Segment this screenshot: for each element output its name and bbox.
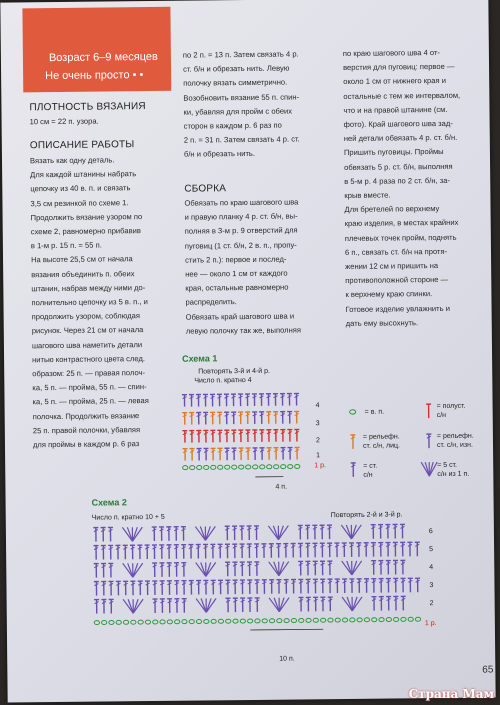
description-line: схеме 2, равномерно прибавив [30, 226, 141, 237]
scheme1-diagram [180, 391, 311, 482]
legend-relief-back-text: = рельефн. ст. с/н, изн. [436, 432, 474, 450]
scheme2-title: Схема 2 [91, 497, 127, 508]
column2-line: сторон в каждом р. 6 раз по [183, 120, 282, 131]
scheme1-chain [295, 464, 300, 468]
column3-line: противоположной стороне — [345, 275, 449, 286]
scheme1-chain [288, 465, 293, 469]
column2-line: 2 п. = 31 п. Затем связать 4 р. ст. [183, 134, 300, 145]
column3-line: жении 12 см и пришить на [345, 261, 439, 272]
scheme2-cluster [341, 525, 351, 539]
scheme2-chain [116, 620, 121, 624]
scheme1-width-label: 4 п. [275, 483, 288, 491]
scheme2-row-5: 5 [429, 546, 434, 554]
column2-line: по 2 п. = 13 п. Затем связать 4 р. [182, 49, 299, 60]
description-line: Продолжить вязание узором по [30, 211, 143, 223]
column2-text [183, 47, 300, 162]
column3-line: Для бретелей по верхнему [344, 204, 440, 215]
scheme2-chain [94, 621, 99, 625]
scheme2-cluster [352, 597, 362, 611]
scheme2-cluster [279, 562, 289, 576]
scheme2-chain [109, 620, 114, 624]
scheme2-diagram [92, 520, 423, 643]
scheme2-chain [145, 620, 150, 624]
scheme2-chain [167, 620, 172, 624]
scheme2-chain [182, 620, 187, 624]
assembly-line: распределить. [185, 297, 237, 308]
scheme2-chain [102, 620, 107, 624]
column3-line: по краю шагового шва 4 от- [342, 47, 440, 58]
scheme2-chain [299, 618, 304, 622]
column3-line: 6 п., связать ст. б/н на протя- [344, 246, 448, 257]
scheme1-repeat-label: Повторять 3-й и 4-й р. [198, 367, 271, 376]
scheme1-chain [260, 465, 265, 469]
scheme2-chain [131, 620, 136, 624]
assembly-line: Обвязать край шагового шва и [185, 311, 295, 322]
description-line: Вязать как одну деталь. [29, 155, 115, 166]
description-line: ка, 5 п. — пройма, 55 п. — спин- [32, 382, 147, 393]
header-banner [22, 7, 171, 93]
scheme1-chain [204, 465, 209, 469]
column3-line: верстия для пуговиц: первое — [343, 62, 455, 73]
description-line: полочка. Продолжить вязание [32, 410, 140, 421]
assembly-title: СБОРКА [184, 183, 227, 195]
density-text [30, 115, 99, 130]
scheme1-chain [253, 465, 258, 469]
scheme2-chain [240, 619, 245, 623]
scheme1-chain [211, 465, 216, 469]
scheme2-cluster [351, 525, 361, 539]
scheme1-multiple-label: Число п. кратно 4 [194, 376, 252, 385]
legend-cluster-text: = 5 ст. с/н из 1 п. [437, 461, 470, 479]
description-line: штанин, набрав между ними до- [31, 282, 146, 294]
column3-line: остальные с тем же интервалом, [343, 90, 461, 101]
assembly-line: полняя в 3-м р. 9 отверстий для [184, 225, 298, 237]
scheme2-width-bracket [250, 629, 323, 630]
legend-half-dc [437, 402, 466, 420]
column3-line: к верхнему краю спинки. [345, 289, 433, 300]
column3-line: фото). Край шагового шва зад- [343, 118, 453, 130]
scheme2-first-row: 1 р. [424, 620, 437, 628]
column3-line: около 1 см от нижнего края и [343, 76, 446, 87]
scheme2-chain [335, 618, 340, 622]
scheme2-chain [401, 617, 406, 621]
scheme2-cluster [342, 561, 352, 575]
scheme1-chain [190, 466, 195, 470]
scheme1-title: Схема 1 [182, 353, 218, 364]
scheme2-row-3: 3 [429, 582, 434, 590]
scheme2-chain [328, 618, 333, 622]
column3-line: краю изделия, в местах крайних [344, 218, 459, 229]
scheme2-cluster [352, 561, 362, 575]
description-title: ОПИСАНИЕ РАБОТЫ [29, 139, 135, 152]
legend-half-dc-text: = полуст. с/н [436, 402, 466, 420]
scheme2-row-2: 2 [429, 600, 434, 608]
legend-dc [363, 462, 377, 480]
legend-relief-back [437, 432, 474, 450]
scheme2-chain [277, 619, 282, 623]
column2-line: ст. б/н и обрезать нить. Левую [183, 63, 290, 74]
description-line: шагового шва наметить детали [31, 339, 143, 350]
watermark-logo: Страна Мам [408, 687, 494, 701]
assembly-line: пуговиц (1 ст. б/н, 2 в. п., пропу- [184, 240, 297, 251]
scheme2-cluster [132, 527, 142, 541]
description-line: ка, 5 п. — пройма, 25 п. — левая [32, 396, 149, 407]
assembly-line: стить 2 п.): первое и послед- [185, 254, 287, 265]
scheme2-chain [189, 620, 194, 624]
scheme2-chain [394, 617, 399, 621]
scheme2-chain [415, 617, 420, 621]
scheme1-chain [225, 465, 230, 469]
scheme2-cluster [133, 563, 143, 577]
scheme2-cluster [269, 598, 279, 612]
scheme2-cluster [268, 526, 278, 540]
scheme2-chain [284, 619, 289, 623]
legend-relief-front-text: = рельефн. ст. с/н, лиц. [362, 433, 401, 450]
column2-line: полочку вязать симметрично. [183, 77, 288, 89]
scheme1-chain [232, 465, 237, 469]
column3-line: плечевых точек пройм, поднять [344, 232, 457, 243]
scheme2-cluster [123, 599, 133, 613]
scheme2-chain [123, 620, 128, 624]
scheme2-chain [226, 619, 231, 623]
description-line: 25 п. правой полочки, убавляя [32, 424, 141, 436]
legend-dc-text: = ст. с/н [363, 462, 378, 479]
scheme2-cluster [279, 598, 289, 612]
description-line: для проймы в каждом р. 6 раз [32, 439, 140, 450]
scheme2-chain [379, 618, 384, 622]
scheme1-row-4: 4 [315, 402, 320, 410]
description-line: образом: 25 п. — правая полоч- [32, 368, 146, 379]
description-line: цепочку из 40 в. п. и связать [30, 183, 131, 194]
column2-line: Возобновить вязание 55 п. спин- [183, 92, 300, 103]
column3-line: в 5-м р. 4 раза по 2 ст. б/н, за- [344, 175, 450, 186]
scheme1-chain [281, 465, 286, 469]
scheme2-chain [342, 618, 347, 622]
scheme2-cluster [196, 598, 206, 612]
assembly-line: и правую планку 4 р. ст. б/н, вы- [184, 211, 298, 222]
scheme2-chain [364, 618, 369, 622]
column3-text [343, 46, 463, 331]
scheme2-chain [313, 618, 318, 622]
legend-cluster-symbol [429, 462, 437, 476]
scheme2-chain [248, 619, 253, 623]
scheme2-chain [321, 618, 326, 622]
scheme2-cluster [206, 598, 216, 612]
scheme2-chain [262, 619, 267, 623]
scheme2-chain [269, 619, 274, 623]
difficulty-label [45, 69, 143, 82]
scheme1-row-1: 1 [316, 452, 321, 460]
scheme2-chain [175, 620, 180, 624]
column3-line: крыв вместе. [344, 190, 391, 201]
scheme1-row-3: 3 [315, 420, 320, 428]
assembly-line: края, остальные равномерно [185, 282, 289, 293]
scheme2-cluster [269, 562, 279, 576]
scheme2-cluster [206, 562, 216, 576]
scheme2-repeat-label: Повторять 2-й и 3-й р. [330, 511, 403, 520]
legend-cluster [437, 461, 469, 479]
legend-relief-front [363, 432, 400, 450]
scheme2-chain [291, 619, 296, 623]
description-line: полнительно цепочку из 5 в. п., и [31, 297, 148, 308]
scheme2-chain [386, 618, 391, 622]
scheme2-chain [372, 618, 377, 622]
description-line: вязания объединить п. обеих [31, 268, 135, 279]
column3-line: ней детали обвязать 4 р. ст. б/н. [343, 133, 458, 144]
description-line: продолжить узором, соблюдая [31, 311, 141, 322]
column3-line: Пришить пуговицы. Проймы [343, 147, 444, 158]
page-number: 65 [482, 664, 494, 676]
difficulty-text: Не очень просто [45, 69, 130, 83]
assembly-text [184, 195, 301, 338]
scheme1-chain [246, 465, 251, 469]
scheme2-cluster [196, 562, 206, 576]
column3-line: Готовое изделие увлажнить и [345, 303, 450, 314]
scheme1-chain [274, 465, 279, 469]
description-line: На высоте 25,5 см от начала [31, 254, 133, 265]
scheme1-chain [267, 465, 272, 469]
scheme2-chain [306, 618, 311, 622]
scheme2-chain [408, 617, 413, 621]
scheme1-chain [197, 465, 202, 469]
assembly-line: Обвязать по краю шагового шва [184, 197, 299, 208]
scheme2-row-4: 4 [429, 564, 434, 572]
scheme2-chain [138, 620, 143, 624]
scheme2-cluster [122, 527, 132, 541]
age-label: Возраст 6–9 месяцев [48, 50, 158, 65]
legend-chain: = в. п. [364, 408, 385, 416]
scheme2-chain [350, 618, 355, 622]
scheme1-chain [183, 466, 188, 470]
legend-chain-symbol [350, 410, 356, 414]
scheme2-cluster [133, 599, 143, 613]
column3-line: дать ему высохнуть. [345, 318, 419, 328]
scheme2-chain [160, 620, 165, 624]
scheme2-chain [233, 619, 238, 623]
scheme2-cluster [205, 526, 215, 540]
scheme2-cluster [195, 526, 205, 540]
scheme2-chain [255, 619, 260, 623]
scheme2-chain [218, 619, 223, 623]
assembly-line: левую полочку так же, выполняя [185, 325, 302, 336]
scheme2-chain [211, 619, 216, 623]
density-title: ПЛОТНОСТЬ ВЯЗАНИЯ [29, 101, 146, 114]
assembly-line: нее — около 1 см от каждого [185, 268, 288, 279]
description-text [30, 153, 149, 452]
scheme2-chain [153, 620, 158, 624]
scheme2-multiple-label: Число п. кратно 10 + 5 [91, 513, 165, 522]
scheme2-width-label: 10 п. [279, 655, 295, 663]
scheme1-first-row: 1 р. [314, 462, 326, 470]
column2-line: б/н и обрезать нить. [183, 149, 256, 160]
density-value: 10 см = 22 п. узора. [29, 116, 99, 127]
scheme2-chain [204, 619, 209, 623]
description-line: рисунок. Через 21 см от начала [31, 325, 144, 336]
scheme2-chain [357, 618, 362, 622]
description-line: 3,5 см резинкой по схеме 1. [30, 197, 129, 208]
scheme1-chain [239, 465, 244, 469]
scheme1-row-2: 2 [315, 437, 320, 445]
scheme2-cluster [123, 563, 133, 577]
scheme2-cluster [278, 526, 288, 540]
difficulty-marker: • • [132, 69, 144, 82]
scheme1-chain [218, 465, 223, 469]
column3-line: обвязать 5 р. ст. б/н, выполняя [344, 161, 453, 172]
scheme2-row-6: 6 [428, 528, 433, 536]
description-line: Для каждой штанины набрать [30, 169, 137, 180]
column3-line: что и на правой штанине (см. [343, 104, 448, 115]
description-line: нитью контрастного цвета след. [32, 353, 146, 365]
column2-line: ки, убавляя для пройм с обеих [183, 106, 293, 117]
description-line: в 1-м р. 15 п. = 55 п. [30, 240, 102, 251]
scheme2-cluster [342, 597, 352, 611]
scheme2-chain [196, 620, 201, 624]
